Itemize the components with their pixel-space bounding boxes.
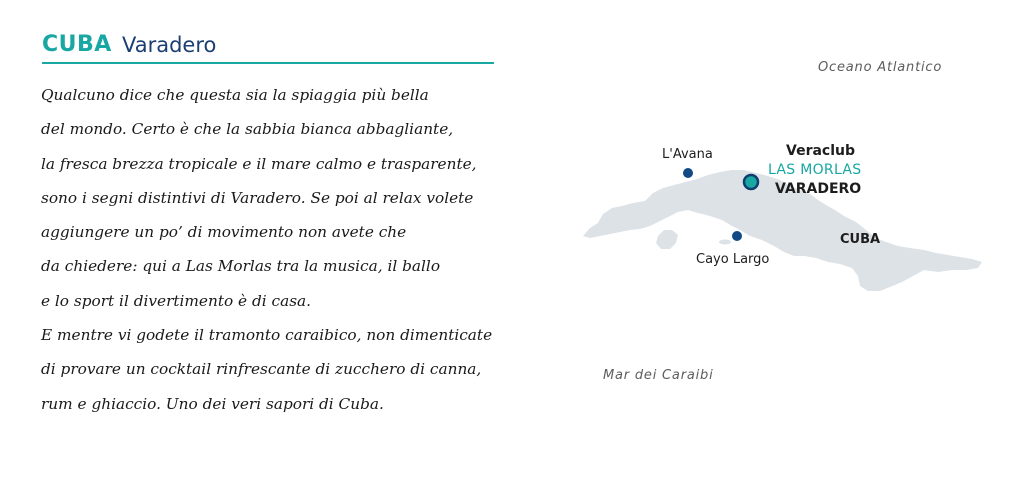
- description-line: e lo sport il divertimento è di casa.: [41, 291, 312, 310]
- country-map-label: CUBA: [840, 232, 881, 247]
- ocean-label: Oceano Atlantico: [818, 60, 943, 75]
- description-line: Qualcuno dice che questa sia la spiaggia più bella: [41, 86, 429, 104]
- resort-town-label: VARADERO: [775, 181, 862, 197]
- resort-name-label: LAS MORLAS: [768, 162, 862, 178]
- resort-marker-icon: [744, 175, 758, 189]
- havana-label: L'Avana: [662, 147, 713, 162]
- description-line: E mentre vi godete il tramonto caraibico, non dimenticate: [41, 326, 493, 345]
- cayo-islet-shape: [719, 240, 731, 245]
- description-line: da chiedere: qui a Las Morlas tra la musica, il ballo: [41, 257, 441, 276]
- havana-marker-icon: [683, 168, 693, 178]
- description-line: la fresca brezza tropicale e il mare calmo e trasparente,: [41, 154, 477, 173]
- description-line: del mondo. Certo è che la sabbia bianca abbagliante,: [41, 120, 454, 139]
- sea-label: Mar dei Caraibi: [603, 368, 714, 383]
- title-country: CUBA: [42, 32, 112, 57]
- isla-de-la-juventud-shape: [656, 230, 678, 249]
- description-line: aggiungere un po’ di movimento non avete che: [41, 223, 407, 242]
- description-line: rum e ghiaccio. Uno dei veri sapori di Cuba.: [41, 394, 384, 413]
- cayo-largo-label: Cayo Largo: [696, 252, 770, 267]
- title-city: Varadero: [122, 33, 217, 57]
- description-line: di provare un cocktail rinfrescante di zucchero di canna,: [41, 360, 482, 379]
- description-line: sono i segni distintivi di Varadero. Se poi al relax volete: [41, 188, 474, 207]
- resort-brand-label: Veraclub: [786, 143, 856, 159]
- cayo-largo-marker-icon: [732, 231, 742, 241]
